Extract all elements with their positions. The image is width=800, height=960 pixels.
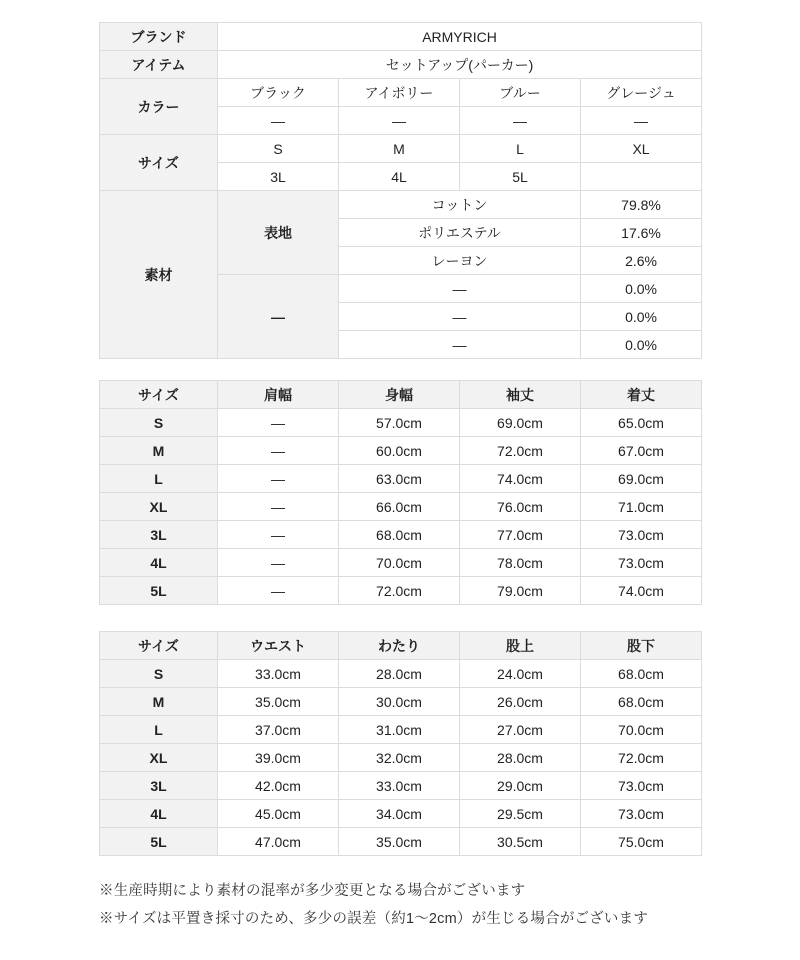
cell-value: 37.0cm bbox=[218, 716, 339, 744]
material-group-other: ― bbox=[218, 275, 339, 359]
size-option: 5L bbox=[460, 163, 581, 191]
table-header-row bbox=[100, 381, 702, 409]
cell-value: 79.0cm bbox=[460, 577, 581, 605]
cell-value: 60.0cm bbox=[339, 437, 460, 465]
cell-value: 26.0cm bbox=[460, 688, 581, 716]
table-row bbox=[100, 800, 702, 828]
cell-value: 74.0cm bbox=[460, 465, 581, 493]
cell-value: ― bbox=[218, 577, 339, 605]
item-value: セットアップ(パーカー) bbox=[218, 51, 702, 79]
row-size-label: 3L bbox=[100, 772, 218, 800]
table-row bbox=[100, 493, 702, 521]
row-size-label: M bbox=[100, 688, 218, 716]
cell-value: 33.0cm bbox=[218, 660, 339, 688]
cell-value: 65.0cm bbox=[581, 409, 702, 437]
cell-value: 39.0cm bbox=[218, 744, 339, 772]
row-size-label: M bbox=[100, 437, 218, 465]
row-size-label: XL bbox=[100, 744, 218, 772]
cell-value: 30.5cm bbox=[460, 828, 581, 856]
size-option: M bbox=[339, 135, 460, 163]
column-header: わたり bbox=[339, 632, 460, 660]
material-percent: 17.6% bbox=[581, 219, 702, 247]
cell-value: 77.0cm bbox=[460, 521, 581, 549]
material-percent: 0.0% bbox=[581, 331, 702, 359]
cell-value: 35.0cm bbox=[339, 828, 460, 856]
cell-value: 31.0cm bbox=[339, 716, 460, 744]
cell-value: 27.0cm bbox=[460, 716, 581, 744]
row-size-label: 4L bbox=[100, 549, 218, 577]
material-name: ― bbox=[339, 331, 581, 359]
cell-value: 73.0cm bbox=[581, 772, 702, 800]
cell-value: 68.0cm bbox=[339, 521, 460, 549]
cell-value: 33.0cm bbox=[339, 772, 460, 800]
table-row bbox=[100, 465, 702, 493]
row-size-label: 4L bbox=[100, 800, 218, 828]
note-measurement-tolerance: ※サイズは平置き採寸のため、多少の誤差（約1〜2cm）が生じる場合がございます bbox=[99, 910, 649, 927]
cell-value: 73.0cm bbox=[581, 800, 702, 828]
column-header: 身幅 bbox=[339, 381, 460, 409]
size-label: サイズ bbox=[100, 135, 218, 191]
table-row bbox=[100, 23, 702, 51]
cell-value: 57.0cm bbox=[339, 409, 460, 437]
cell-value: 71.0cm bbox=[581, 493, 702, 521]
spec-table bbox=[99, 22, 702, 359]
cell-value: 70.0cm bbox=[339, 549, 460, 577]
cell-value: 73.0cm bbox=[581, 521, 702, 549]
cell-value: 73.0cm bbox=[581, 549, 702, 577]
material-percent: 0.0% bbox=[581, 303, 702, 331]
cell-value: 35.0cm bbox=[218, 688, 339, 716]
table-row bbox=[100, 744, 702, 772]
row-size-label: 3L bbox=[100, 521, 218, 549]
row-size-label: 5L bbox=[100, 828, 218, 856]
table-row bbox=[100, 828, 702, 856]
cell-value: 70.0cm bbox=[581, 716, 702, 744]
color-mark: ― bbox=[218, 107, 339, 135]
size-option: XL bbox=[581, 135, 702, 163]
material-percent: 2.6% bbox=[581, 247, 702, 275]
column-header: ウエスト bbox=[218, 632, 339, 660]
cell-value: ― bbox=[218, 409, 339, 437]
cell-value: ― bbox=[218, 437, 339, 465]
cell-value: ― bbox=[218, 549, 339, 577]
material-name: ポリエステル bbox=[339, 219, 581, 247]
column-header: 肩幅 bbox=[218, 381, 339, 409]
table-row bbox=[100, 437, 702, 465]
size-option: L bbox=[460, 135, 581, 163]
table-row bbox=[100, 688, 702, 716]
cell-value: 72.0cm bbox=[339, 577, 460, 605]
column-header: サイズ bbox=[100, 381, 218, 409]
table-header-row bbox=[100, 632, 702, 660]
cell-value: 42.0cm bbox=[218, 772, 339, 800]
cell-value: 47.0cm bbox=[218, 828, 339, 856]
cell-value: 76.0cm bbox=[460, 493, 581, 521]
color-mark: ― bbox=[460, 107, 581, 135]
cell-value: 72.0cm bbox=[581, 744, 702, 772]
table-row bbox=[100, 521, 702, 549]
table-row bbox=[100, 135, 702, 163]
column-header: サイズ bbox=[100, 632, 218, 660]
color-mark: ― bbox=[339, 107, 460, 135]
table-row bbox=[100, 577, 702, 605]
table-row bbox=[100, 772, 702, 800]
cell-value: 78.0cm bbox=[460, 549, 581, 577]
table-row bbox=[100, 549, 702, 577]
cell-value: 68.0cm bbox=[581, 660, 702, 688]
row-size-label: 5L bbox=[100, 577, 218, 605]
table-row bbox=[100, 409, 702, 437]
cell-value: 28.0cm bbox=[339, 660, 460, 688]
cell-value: 66.0cm bbox=[339, 493, 460, 521]
cell-value: 69.0cm bbox=[460, 409, 581, 437]
row-size-label: L bbox=[100, 465, 218, 493]
color-name: ブラック bbox=[218, 79, 339, 107]
brand-label: ブランド bbox=[100, 23, 218, 51]
brand-value: ARMYRICH bbox=[218, 23, 702, 51]
size-table-tops bbox=[99, 380, 702, 605]
cell-value: 72.0cm bbox=[460, 437, 581, 465]
material-percent: 79.8% bbox=[581, 191, 702, 219]
cell-value: 75.0cm bbox=[581, 828, 702, 856]
cell-value: 74.0cm bbox=[581, 577, 702, 605]
cell-value: 67.0cm bbox=[581, 437, 702, 465]
size-table-bottoms bbox=[99, 631, 702, 856]
size-option bbox=[581, 163, 702, 191]
cell-value: ― bbox=[218, 493, 339, 521]
color-name: アイボリー bbox=[339, 79, 460, 107]
cell-value: 68.0cm bbox=[581, 688, 702, 716]
column-header: 着丈 bbox=[581, 381, 702, 409]
table-row bbox=[100, 716, 702, 744]
cell-value: 29.5cm bbox=[460, 800, 581, 828]
table-row bbox=[100, 51, 702, 79]
cell-value: 30.0cm bbox=[339, 688, 460, 716]
material-name: レーヨン bbox=[339, 247, 581, 275]
cell-value: ― bbox=[218, 521, 339, 549]
material-label: 素材 bbox=[100, 191, 218, 359]
size-option: 4L bbox=[339, 163, 460, 191]
column-header: 股上 bbox=[460, 632, 581, 660]
cell-value: 69.0cm bbox=[581, 465, 702, 493]
column-header: 股下 bbox=[581, 632, 702, 660]
row-size-label: XL bbox=[100, 493, 218, 521]
color-name: グレージュ bbox=[581, 79, 702, 107]
notes-section bbox=[99, 878, 719, 933]
cell-value: 63.0cm bbox=[339, 465, 460, 493]
cell-value: ― bbox=[218, 465, 339, 493]
color-mark: ― bbox=[581, 107, 702, 135]
table-row bbox=[100, 79, 702, 107]
cell-value: 34.0cm bbox=[339, 800, 460, 828]
material-name: ― bbox=[339, 303, 581, 331]
cell-value: 45.0cm bbox=[218, 800, 339, 828]
table-row bbox=[100, 660, 702, 688]
cell-value: 32.0cm bbox=[339, 744, 460, 772]
size-option: S bbox=[218, 135, 339, 163]
material-name: コットン bbox=[339, 191, 581, 219]
color-label: カラー bbox=[100, 79, 218, 135]
material-name: ― bbox=[339, 275, 581, 303]
row-size-label: L bbox=[100, 716, 218, 744]
material-group-outer: 表地 bbox=[218, 191, 339, 275]
note-material-ratio: ※生産時期により素材の混率が多少変更となる場合がございます bbox=[99, 883, 526, 899]
column-header: 袖丈 bbox=[460, 381, 581, 409]
item-label: アイテム bbox=[100, 51, 218, 79]
color-name: ブルー bbox=[460, 79, 581, 107]
cell-value: 29.0cm bbox=[460, 772, 581, 800]
material-percent: 0.0% bbox=[581, 275, 702, 303]
row-size-label: S bbox=[100, 660, 218, 688]
row-size-label: S bbox=[100, 409, 218, 437]
cell-value: 24.0cm bbox=[460, 660, 581, 688]
size-option: 3L bbox=[218, 163, 339, 191]
cell-value: 28.0cm bbox=[460, 744, 581, 772]
table-row bbox=[100, 191, 702, 219]
